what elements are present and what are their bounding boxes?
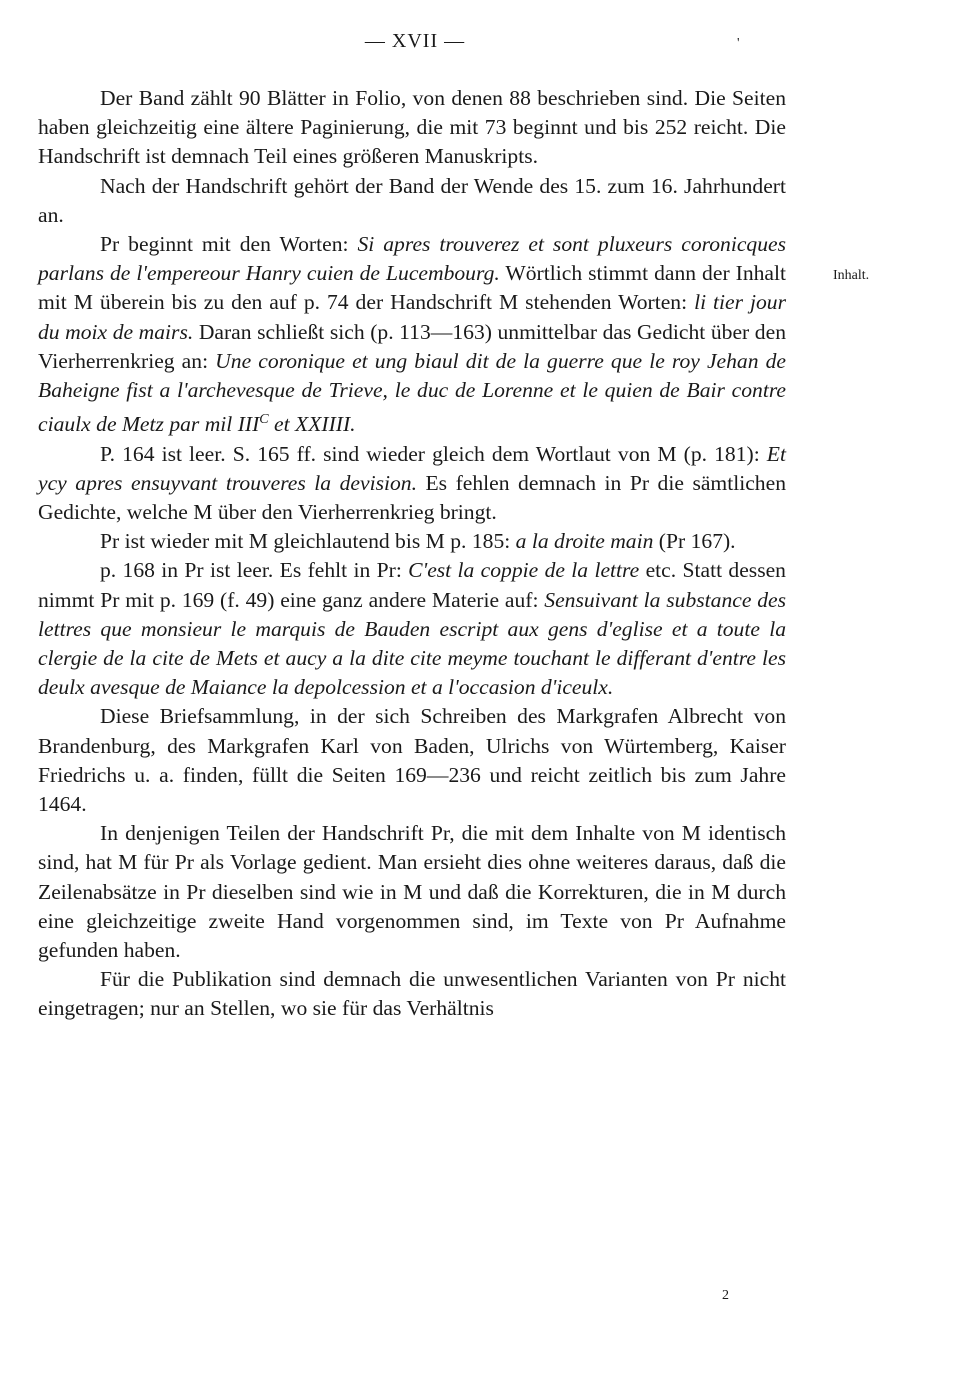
page-number: — XVII — bbox=[364, 30, 466, 52]
italic-quote: Sensuivant la substance des lettres que monsieur le marquis de Bauden escript aux gens d'eglise et a toute la clergie de la cite de Mets et aucy a la dite cite meyme touchant le differant d'entre les deulx avesque de Maiance la depolcession et a l'occasion d'iceulx. bbox=[38, 587, 787, 700]
italic-quote: a la droite main bbox=[515, 529, 654, 554]
paragraph bbox=[38, 702, 786, 819]
paragraph bbox=[38, 965, 786, 1023]
text-run: Pr ist wieder mit M gleichlautend bis M p. 185: bbox=[100, 529, 516, 554]
paragraph bbox=[38, 819, 786, 965]
italic-quote: Une coronique et ung biaul dit de la guerre que le roy Jehan de Baheigne fist a l'archevesque de Trieve, le duc de Lorenne et le quien de Bair contre ciaulx de Metz par mil III bbox=[38, 348, 786, 437]
italic-quote: C'est la coppie de la lettre bbox=[408, 558, 640, 583]
text-run: Für die Publikation sind demnach die unwesentlichen Varianten von Pr nicht eingetragen; nur an Stellen, wo sie für das Verhältnis bbox=[38, 967, 786, 1021]
text-run: Nach der Handschrift gehört der Band der Wende des 15. zum 16. Jahrhundert an. bbox=[38, 173, 786, 227]
text-run: Der Band zählt 90 Blätter in Folio, von denen 88 beschrieben sind. Die Seiten haben gleichzeitig eine ältere Paginierung, die mit 73 beginnt und bis 252 reicht. Die Handschrift ist demnach Teil eines größeren Manuskripts. bbox=[38, 86, 786, 169]
paragraph bbox=[38, 556, 786, 702]
italic-quote: C bbox=[259, 411, 269, 428]
italic-quote: et XXIIII. bbox=[268, 412, 356, 437]
text-run: P. 164 ist leer. S. 165 ff. sind wieder gleich dem Wortlaut von M (p. 181): bbox=[100, 441, 767, 466]
paragraph bbox=[38, 172, 786, 230]
text-run: Diese Briefsammlung, in der sich Schreiben des Markgrafen Albrecht von Brandenburg, des Markgrafen Karl von Baden, Ulrichs von Würtemberg, Kaiser Friedrichs u. a. finden, füllt die Seiten 169—236 und reicht zeitlich bis zum Jahre 1464. bbox=[38, 704, 786, 817]
italic-quote: Si apres trouverez et sont pluxeurs coronicques parlans de l'empereour Hanry cuien de Lucembourg. bbox=[38, 232, 786, 286]
margin-note: Inhalt. bbox=[833, 268, 870, 283]
italic-quote: li tier jour du moix de mairs. bbox=[38, 290, 786, 344]
text-run: Pr beginnt mit den Worten: bbox=[100, 232, 358, 257]
text-run: Wörtlich stimmt dann der Inhalt mit M überein bis zu den auf p. 74 der Handschrift M stehenden Worten: bbox=[38, 261, 786, 315]
paragraph bbox=[38, 527, 786, 556]
text-run: p. 168 in Pr ist leer. Es fehlt in Pr: bbox=[100, 558, 409, 583]
text-run: Es fehlen demnach in Pr die sämtlichen Gedichte, welche M über den Vierherrenkrieg bringt. bbox=[38, 470, 786, 525]
tick-mark: ' bbox=[737, 36, 740, 51]
paragraph bbox=[38, 84, 786, 172]
text-run: Daran schließt sich (p. 113—163) unmittelbar das Gedicht über den Vierherrenkrieg an: bbox=[38, 319, 786, 373]
paragraph bbox=[38, 440, 786, 528]
text-run: etc. Statt dessen nimmt Pr mit p. 169 (f. 49) eine ganz andere Materie auf: bbox=[38, 558, 786, 612]
paragraph bbox=[38, 230, 786, 440]
text-run: (Pr 167). bbox=[653, 529, 736, 554]
body-text bbox=[38, 84, 786, 1024]
signature-mark: 2 bbox=[722, 1288, 729, 1303]
italic-quote: Et ycy apres ensuyvant trouveres la devision. bbox=[38, 441, 786, 495]
text-run: In denjenigen Teilen der Handschrift Pr, die mit dem Inhalte von M identisch sind, hat M für Pr als Vorlage gedient. Man ersieht dies ohne weiteres daraus, daß die Zeilenabsätze in Pr dieselben sind wie in M und daß die Korrekturen, die in M durch eine gleichzeitige zweite Hand vorgenommen sind, im Texte von Pr Aufnahme gefunden haben. bbox=[38, 821, 786, 963]
